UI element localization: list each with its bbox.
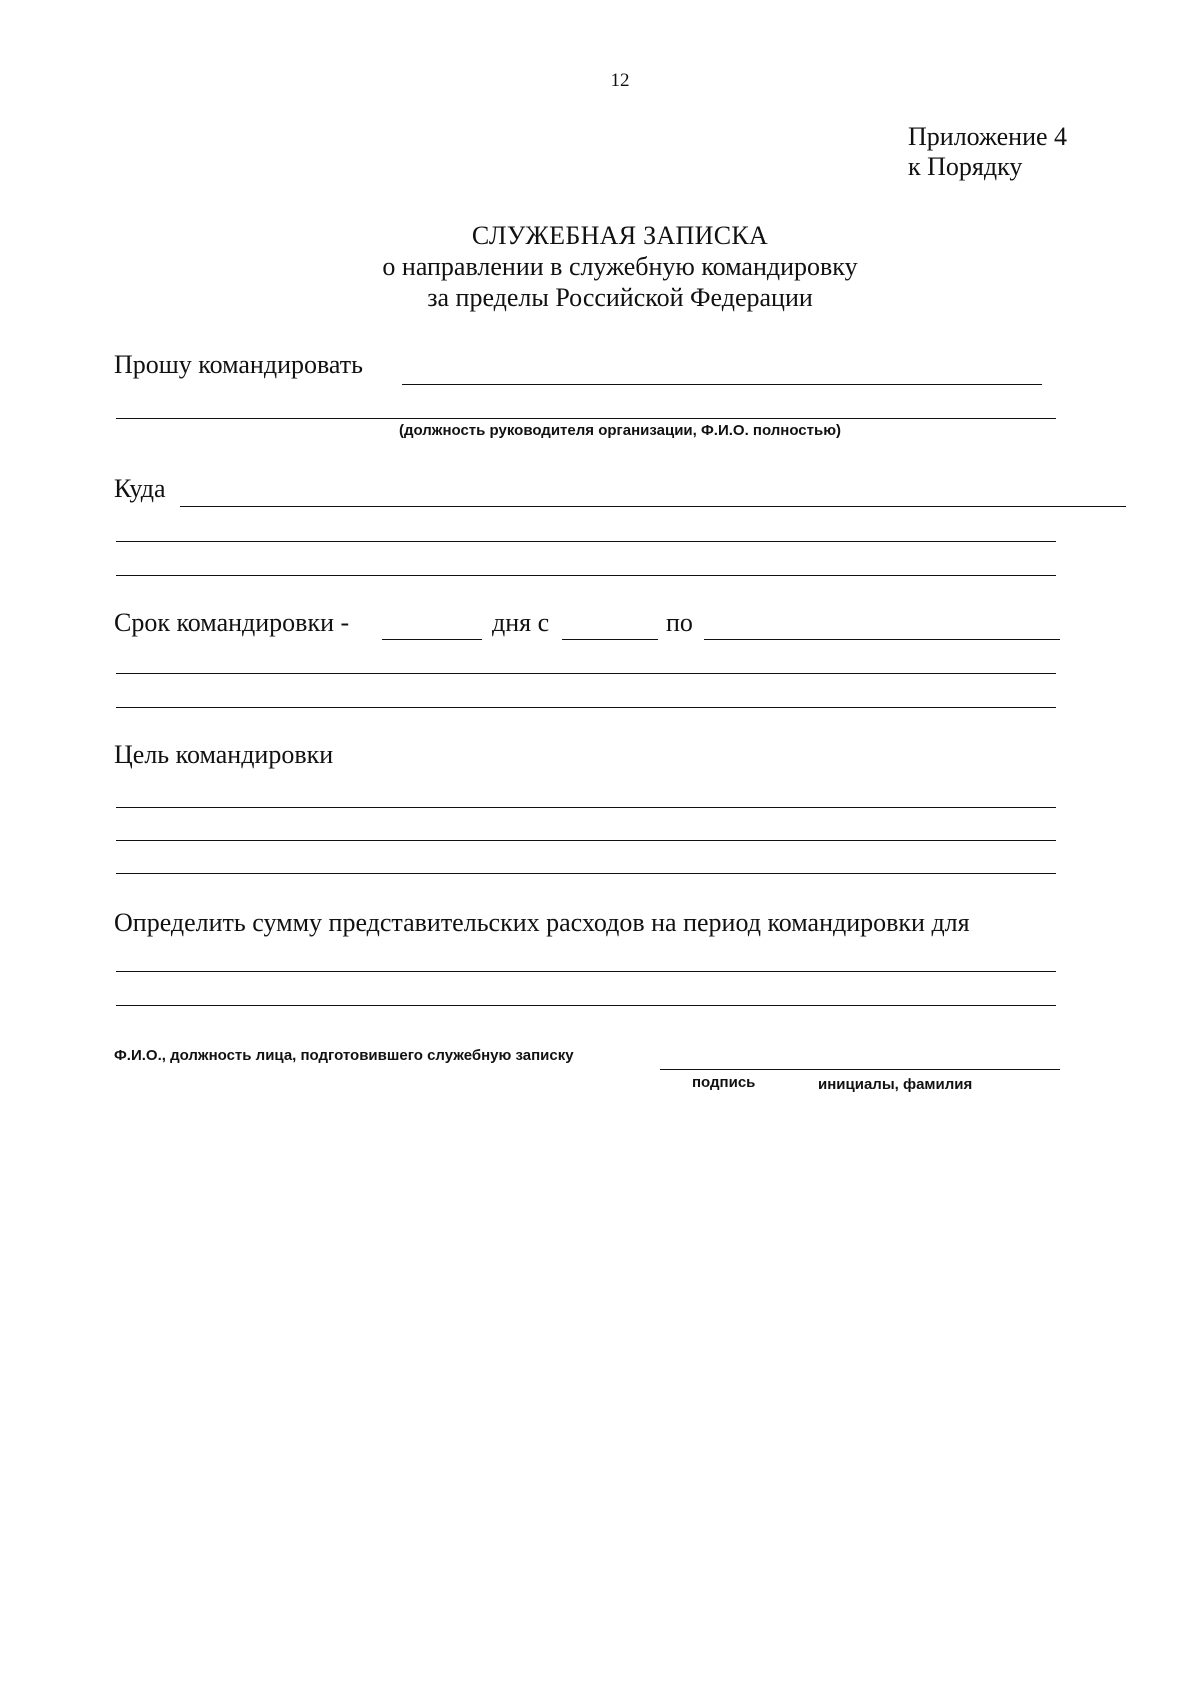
purpose-line-3[interactable] (116, 873, 1056, 874)
document-title (0, 220, 1200, 313)
appendix-line-1: Приложение 4 (908, 122, 1068, 151)
start-date-line[interactable] (562, 639, 658, 640)
period-line-3[interactable] (116, 707, 1056, 708)
expenses-line-1[interactable] (116, 971, 1056, 972)
name-hint: инициалы, фамилия (818, 1076, 973, 1093)
days-from-label: дня с (492, 608, 550, 637)
request-hint: (должность руководителя организации, Ф.И.О. полностью) (398, 422, 842, 439)
request-name-line[interactable] (402, 384, 1042, 385)
request-name-line-2[interactable] (116, 418, 1056, 419)
expenses-line-2[interactable] (116, 1005, 1056, 1006)
title-line-2: о направлении в служебную командировку (382, 252, 858, 281)
preparer-label: Ф.И.О., должность лица, подготовившего служебную записку (114, 1047, 574, 1064)
appendix-reference (908, 122, 1067, 182)
end-date-line[interactable] (704, 639, 1060, 640)
purpose-label: Цель командировки (114, 740, 334, 769)
days-count-line[interactable] (382, 639, 482, 640)
request-label: Прошу командировать (114, 350, 364, 379)
purpose-line-1[interactable] (116, 807, 1056, 808)
expenses-label: Определить сумму представительских расходов на период командировки для (114, 908, 970, 937)
title-main: СЛУЖЕБНАЯ ЗАПИСКА (471, 221, 769, 250)
to-label: по (666, 608, 693, 637)
destination-label: Куда (114, 474, 166, 503)
preparer-signature-line[interactable] (660, 1069, 1060, 1070)
page-number: 12 (610, 70, 630, 91)
period-line-2[interactable] (116, 673, 1056, 674)
destination-line-2[interactable] (116, 541, 1056, 542)
purpose-line-2[interactable] (116, 840, 1056, 841)
title-line-3: за пределы Российской Федерации (427, 283, 813, 312)
signature-hint: подпись (692, 1074, 756, 1091)
appendix-line-2: к Порядку (908, 152, 1023, 181)
destination-line-3[interactable] (116, 575, 1056, 576)
destination-line-1[interactable] (180, 506, 1126, 507)
period-label: Срок командировки - (114, 608, 350, 637)
